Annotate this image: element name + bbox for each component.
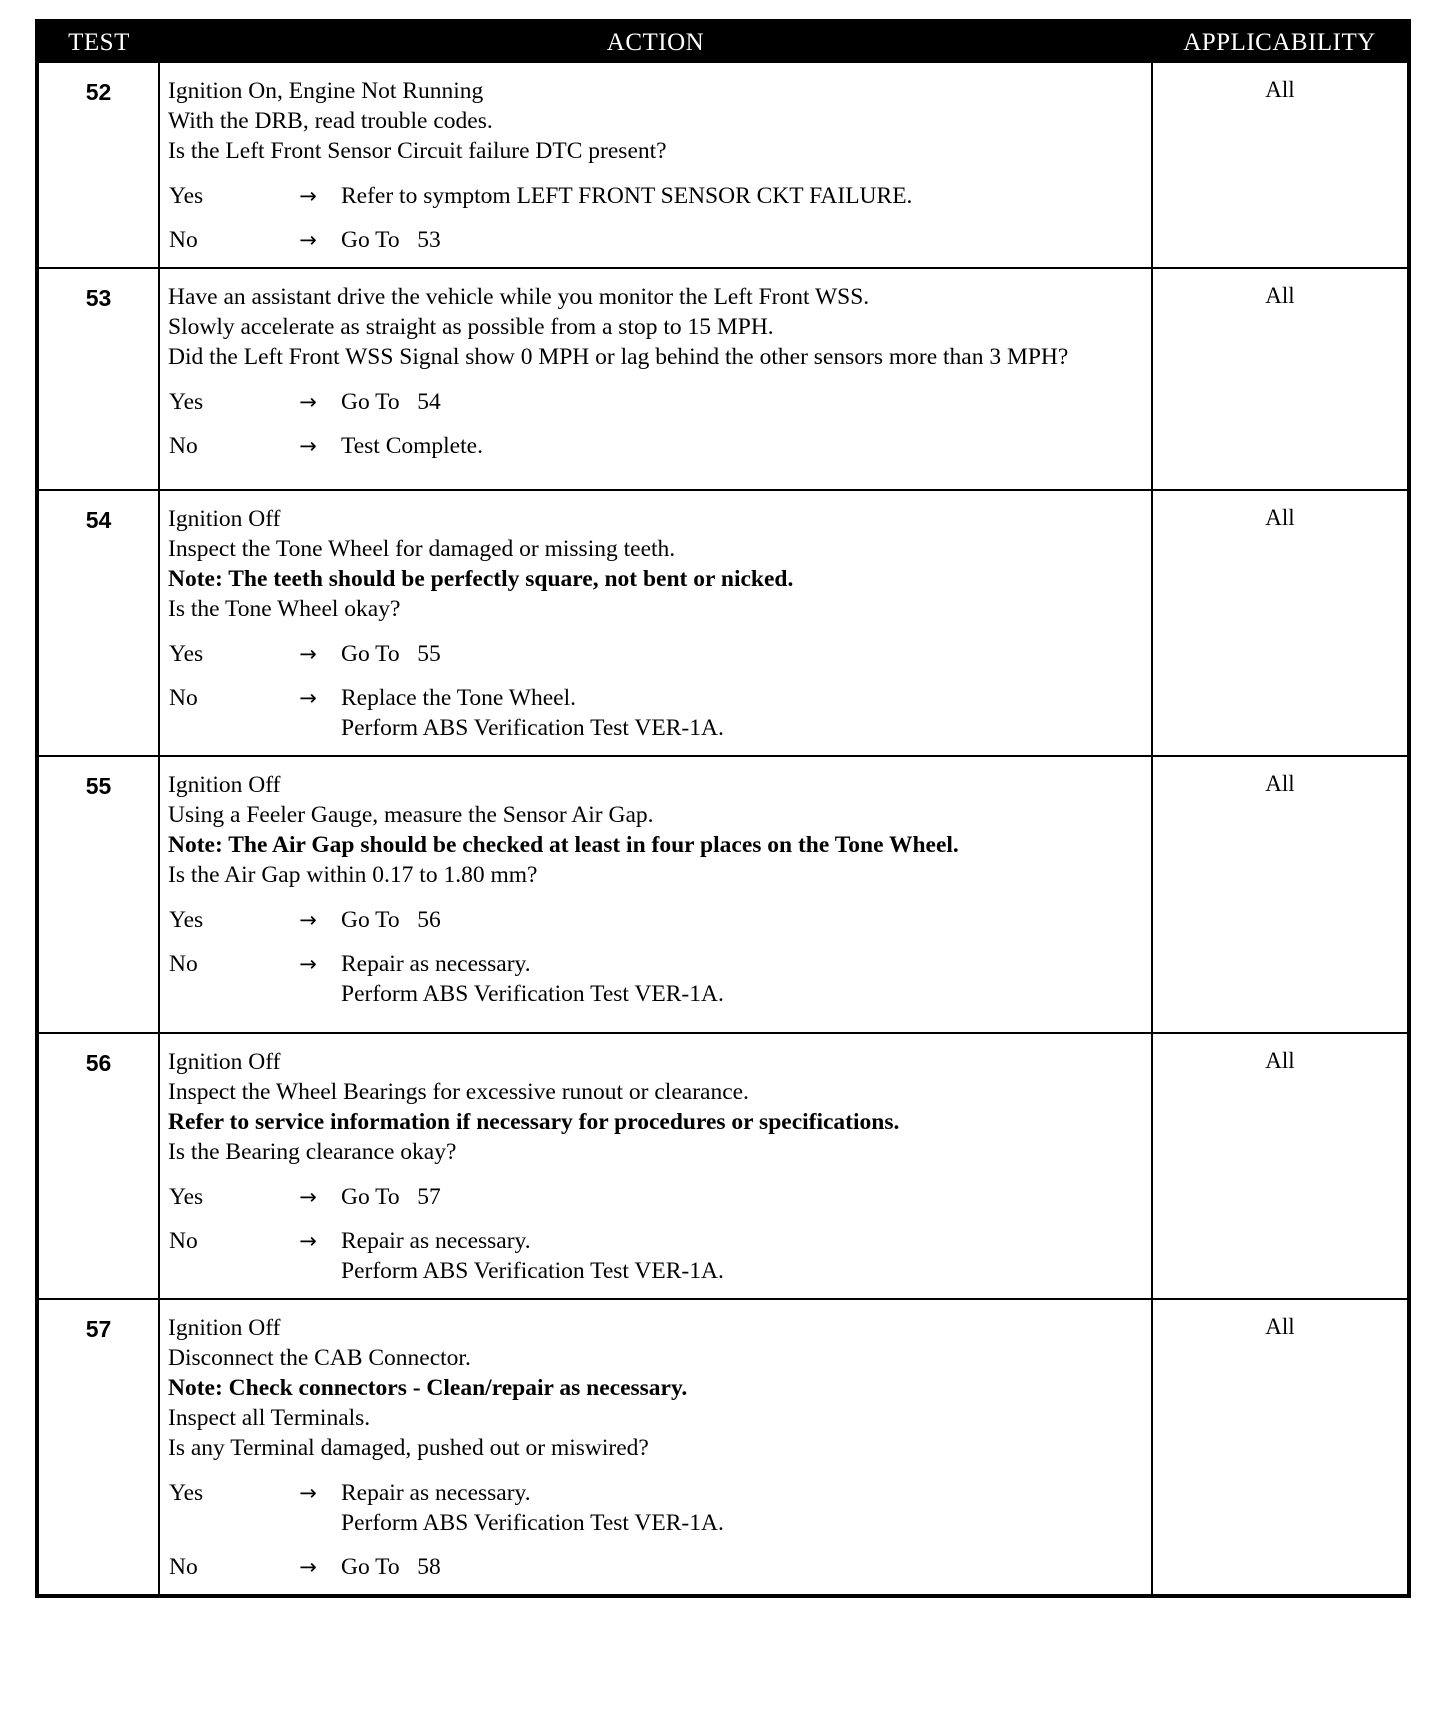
action-cell	[159, 1033, 1152, 1299]
action-line: Slowly accelerate as straight as possible from a stop to 15 MPH.	[168, 314, 774, 340]
arrow-right-icon: →	[299, 228, 317, 252]
table-row	[39, 490, 1407, 756]
action-line: Have an assistant drive the vehicle while you monitor the Left Front WSS.	[168, 284, 870, 310]
header-test: TEST	[39, 23, 159, 63]
table-row	[39, 268, 1407, 490]
answer-yes	[168, 1478, 1143, 1538]
action-cell	[159, 1299, 1152, 1594]
answer-yes	[168, 181, 1143, 211]
answer-key: No	[169, 1228, 198, 1254]
answer-list	[168, 639, 1143, 743]
header-row	[39, 23, 1407, 63]
action-note: Note: Check connectors - Clean/repair as necessary.	[168, 1375, 688, 1401]
answer-result	[341, 1478, 1143, 1538]
answer-key: Yes	[169, 389, 204, 415]
action-cell	[159, 490, 1152, 756]
arrow-right-icon: →	[299, 1555, 317, 1579]
diagnostic-test-table	[35, 19, 1411, 1598]
answer-list	[168, 1182, 1143, 1286]
test-number: 52	[39, 63, 159, 268]
answer-key: No	[169, 1554, 198, 1580]
answer-key: No	[169, 227, 198, 253]
action-line: Is the Left Front Sensor Circuit failure DTC present?	[168, 138, 667, 164]
answer-result	[341, 1182, 1143, 1212]
answer-no	[168, 949, 1143, 1009]
answer-result-line: Go To 55	[341, 641, 441, 667]
test-table	[39, 23, 1407, 1594]
answer-result-line: Refer to symptom LEFT FRONT SENSOR CKT FAILURE.	[341, 183, 913, 209]
header-applicability: APPLICABILITY	[1152, 23, 1407, 63]
answer-result	[341, 181, 1143, 211]
test-number: 57	[39, 1299, 159, 1594]
answer-result-line: Repair as necessary.	[341, 1480, 531, 1506]
answer-key: No	[169, 685, 198, 711]
action-line: Ignition Off	[168, 1049, 281, 1075]
answer-key: Yes	[169, 907, 204, 933]
answer-result-line: Go To 54	[341, 389, 441, 415]
applicability-value: All	[1152, 756, 1407, 1033]
arrow-right-icon: →	[299, 952, 317, 976]
answer-result-line: Repair as necessary.	[341, 1228, 531, 1254]
action-line: Inspect all Terminals.	[168, 1405, 371, 1431]
action-note: Note: The Air Gap should be checked at least in four places on the Tone Wheel.	[168, 832, 959, 858]
answer-result	[341, 1226, 1143, 1286]
answer-no	[168, 431, 1143, 461]
arrow-right-icon: →	[299, 908, 317, 932]
answer-key: Yes	[169, 1480, 204, 1506]
test-number: 53	[39, 268, 159, 490]
arrow-right-icon: →	[299, 184, 317, 208]
action-line: Disconnect the CAB Connector.	[168, 1345, 471, 1371]
action-cell	[159, 63, 1152, 268]
applicability-value: All	[1152, 63, 1407, 268]
action-line: Ignition Off	[168, 772, 281, 798]
applicability-value: All	[1152, 1299, 1407, 1594]
answer-no	[168, 683, 1143, 743]
answer-result-line: Repair as necessary.	[341, 951, 531, 977]
action-note: Refer to service information if necessary for procedures or specifications.	[168, 1109, 900, 1135]
header-action: ACTION	[159, 23, 1152, 63]
answer-result-line: Go To 56	[341, 907, 441, 933]
action-note: Note: The teeth should be perfectly square, not bent or nicked.	[168, 566, 794, 592]
action-cell	[159, 268, 1152, 490]
answer-list	[168, 181, 1143, 255]
answer-key: No	[169, 951, 198, 977]
answer-result-line: Go To 57	[341, 1184, 441, 1210]
action-line: Is any Terminal damaged, pushed out or miswired?	[168, 1435, 649, 1461]
test-number: 56	[39, 1033, 159, 1299]
action-line: Is the Air Gap within 0.17 to 1.80 mm?	[168, 862, 538, 888]
answer-result	[341, 683, 1143, 743]
answer-result-line: Perform ABS Verification Test VER-1A.	[341, 715, 724, 741]
action-line: Inspect the Wheel Bearings for excessive runout or clearance.	[168, 1079, 749, 1105]
table-row	[39, 63, 1407, 268]
answer-result-line: Perform ABS Verification Test VER-1A.	[341, 981, 724, 1007]
answer-no	[168, 225, 1143, 255]
answer-key: Yes	[169, 183, 204, 209]
action-line: Ignition Off	[168, 1315, 281, 1341]
answer-key: Yes	[169, 1184, 204, 1210]
answer-no	[168, 1226, 1143, 1286]
answer-list	[168, 1478, 1143, 1582]
action-cell	[159, 756, 1152, 1033]
arrow-right-icon: →	[299, 434, 317, 458]
table-row	[39, 756, 1407, 1033]
answer-yes	[168, 1182, 1143, 1212]
answer-result-line: Perform ABS Verification Test VER-1A.	[341, 1510, 724, 1536]
answer-list	[168, 387, 1143, 461]
action-line: Is the Bearing clearance okay?	[168, 1139, 457, 1165]
answer-key: Yes	[169, 641, 204, 667]
answer-result	[341, 387, 1143, 417]
answer-result-line: Go To 53	[341, 227, 441, 253]
arrow-right-icon: →	[299, 1481, 317, 1505]
answer-yes	[168, 387, 1143, 417]
arrow-right-icon: →	[299, 390, 317, 414]
answer-no	[168, 1552, 1143, 1582]
answer-result-line: Test Complete.	[341, 433, 483, 459]
table-row	[39, 1299, 1407, 1594]
table-body	[39, 63, 1407, 1594]
answer-result	[341, 225, 1143, 255]
action-line: With the DRB, read trouble codes.	[168, 108, 493, 134]
answer-yes	[168, 905, 1143, 935]
answer-list	[168, 905, 1143, 1009]
applicability-value: All	[1152, 268, 1407, 490]
test-number: 55	[39, 756, 159, 1033]
table-row	[39, 1033, 1407, 1299]
applicability-value: All	[1152, 490, 1407, 756]
answer-result-line: Go To 58	[341, 1554, 441, 1580]
arrow-right-icon: →	[299, 686, 317, 710]
answer-result	[341, 431, 1143, 461]
arrow-right-icon: →	[299, 1185, 317, 1209]
action-line: Is the Tone Wheel okay?	[168, 596, 401, 622]
answer-yes	[168, 639, 1143, 669]
test-number: 54	[39, 490, 159, 756]
answer-result	[341, 639, 1143, 669]
action-line: Inspect the Tone Wheel for damaged or missing teeth.	[168, 536, 676, 562]
answer-result-line: Perform ABS Verification Test VER-1A.	[341, 1258, 724, 1284]
arrow-right-icon: →	[299, 642, 317, 666]
action-line: Ignition Off	[168, 506, 281, 532]
answer-result	[341, 949, 1143, 1009]
applicability-value: All	[1152, 1033, 1407, 1299]
answer-result	[341, 905, 1143, 935]
answer-key: No	[169, 433, 198, 459]
answer-result	[341, 1552, 1143, 1582]
arrow-right-icon: →	[299, 1229, 317, 1253]
action-line: Using a Feeler Gauge, measure the Sensor Air Gap.	[168, 802, 654, 828]
answer-result-line: Replace the Tone Wheel.	[341, 685, 576, 711]
action-line: Did the Left Front WSS Signal show 0 MPH or lag behind the other sensors more than 3 MPH?	[168, 344, 1069, 370]
action-line: Ignition On, Engine Not Running	[168, 78, 484, 104]
